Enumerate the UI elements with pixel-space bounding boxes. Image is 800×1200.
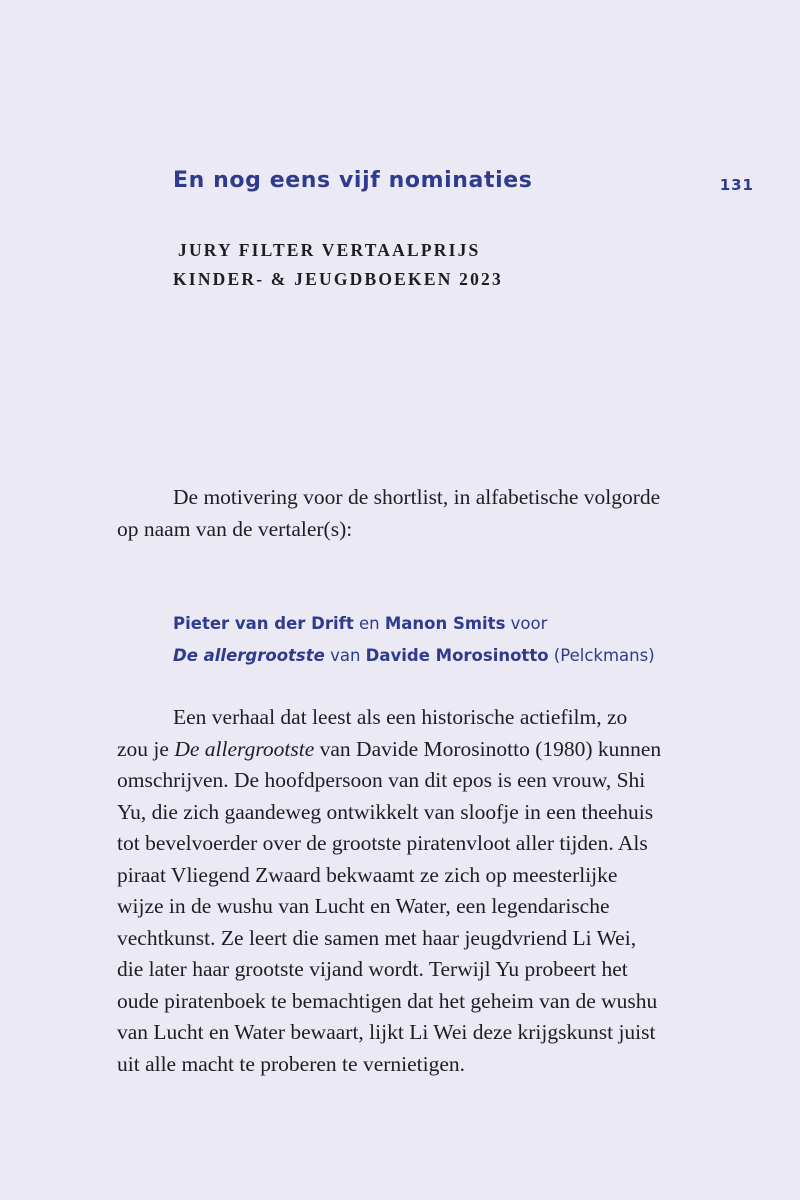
- motivation-paragraph: [117, 702, 717, 1080]
- publisher-name: (Pelckmans): [553, 645, 655, 665]
- book-title: De allergrootste: [173, 645, 325, 665]
- intro-line-1: De motivering voor de shortlist, in alfabetische volgorde: [173, 485, 661, 509]
- translator-name: Pieter van der Drift: [173, 614, 354, 633]
- paragraph-line: tot bevelvoerder over de grootste piratenvloot aller tijden. Als: [117, 831, 648, 855]
- author-name: Davide Morosinotto: [365, 645, 549, 665]
- conjunction: en: [358, 614, 380, 633]
- intro-paragraph: [117, 482, 717, 545]
- paragraph-line: omschrijven. De hoofdpersoon van dit epos is een vrouw, Shi: [117, 768, 646, 792]
- paragraph-line: van Lucht en Water bewaart, lijkt Li Wei deze krijgskunst juist: [117, 1020, 656, 1044]
- paragraph-line: uit alle macht te proberen te vernietigen.: [117, 1051, 466, 1076]
- paragraph-line: piraat Vliegend Zwaard bekwaamt ze zich op meesterlijke: [117, 862, 618, 887]
- conjunction: voor: [510, 614, 548, 633]
- subtitle-line-1: JURY FILTER VERTAALPRIJS: [178, 240, 481, 260]
- paragraph-line: wijze in de wushu van Lucht en Water, een legendarische: [117, 894, 610, 918]
- book-title-inline: De allergrootste: [174, 736, 315, 761]
- paragraph-line: vechtkunst. Ze leert die samen met haar jeugdvriend Li Wei,: [117, 925, 637, 950]
- paragraph-line: Een verhaal dat leest als een historische actiefilm, zo: [173, 705, 628, 729]
- page-number: 131: [719, 176, 754, 194]
- translator-name: Manon Smits: [384, 614, 506, 633]
- subtitle-line-2: KINDER- & JEUGDBOEKEN 2023: [173, 269, 503, 289]
- nomination-credit: [173, 608, 733, 671]
- paragraph-line: Yu, die zich gaandeweg ontwikkelt van sloofje in een theehuis: [117, 799, 654, 824]
- paragraph-line: die later haar grootste vijand wordt. Terwijl Yu probeert het: [117, 957, 628, 981]
- conjunction: van: [330, 645, 361, 665]
- paragraph-line: oude piratenboek te bemachtigen dat het geheim van de wushu: [117, 988, 658, 1013]
- paragraph-line: zou je De allergrootste van Davide Morosinotto (1980) kunnen: [117, 736, 662, 761]
- section-subtitle: [173, 236, 503, 294]
- intro-line-2: op naam van de vertaler(s):: [117, 516, 353, 541]
- chapter-title: En nog eens vijf nominaties: [173, 168, 533, 193]
